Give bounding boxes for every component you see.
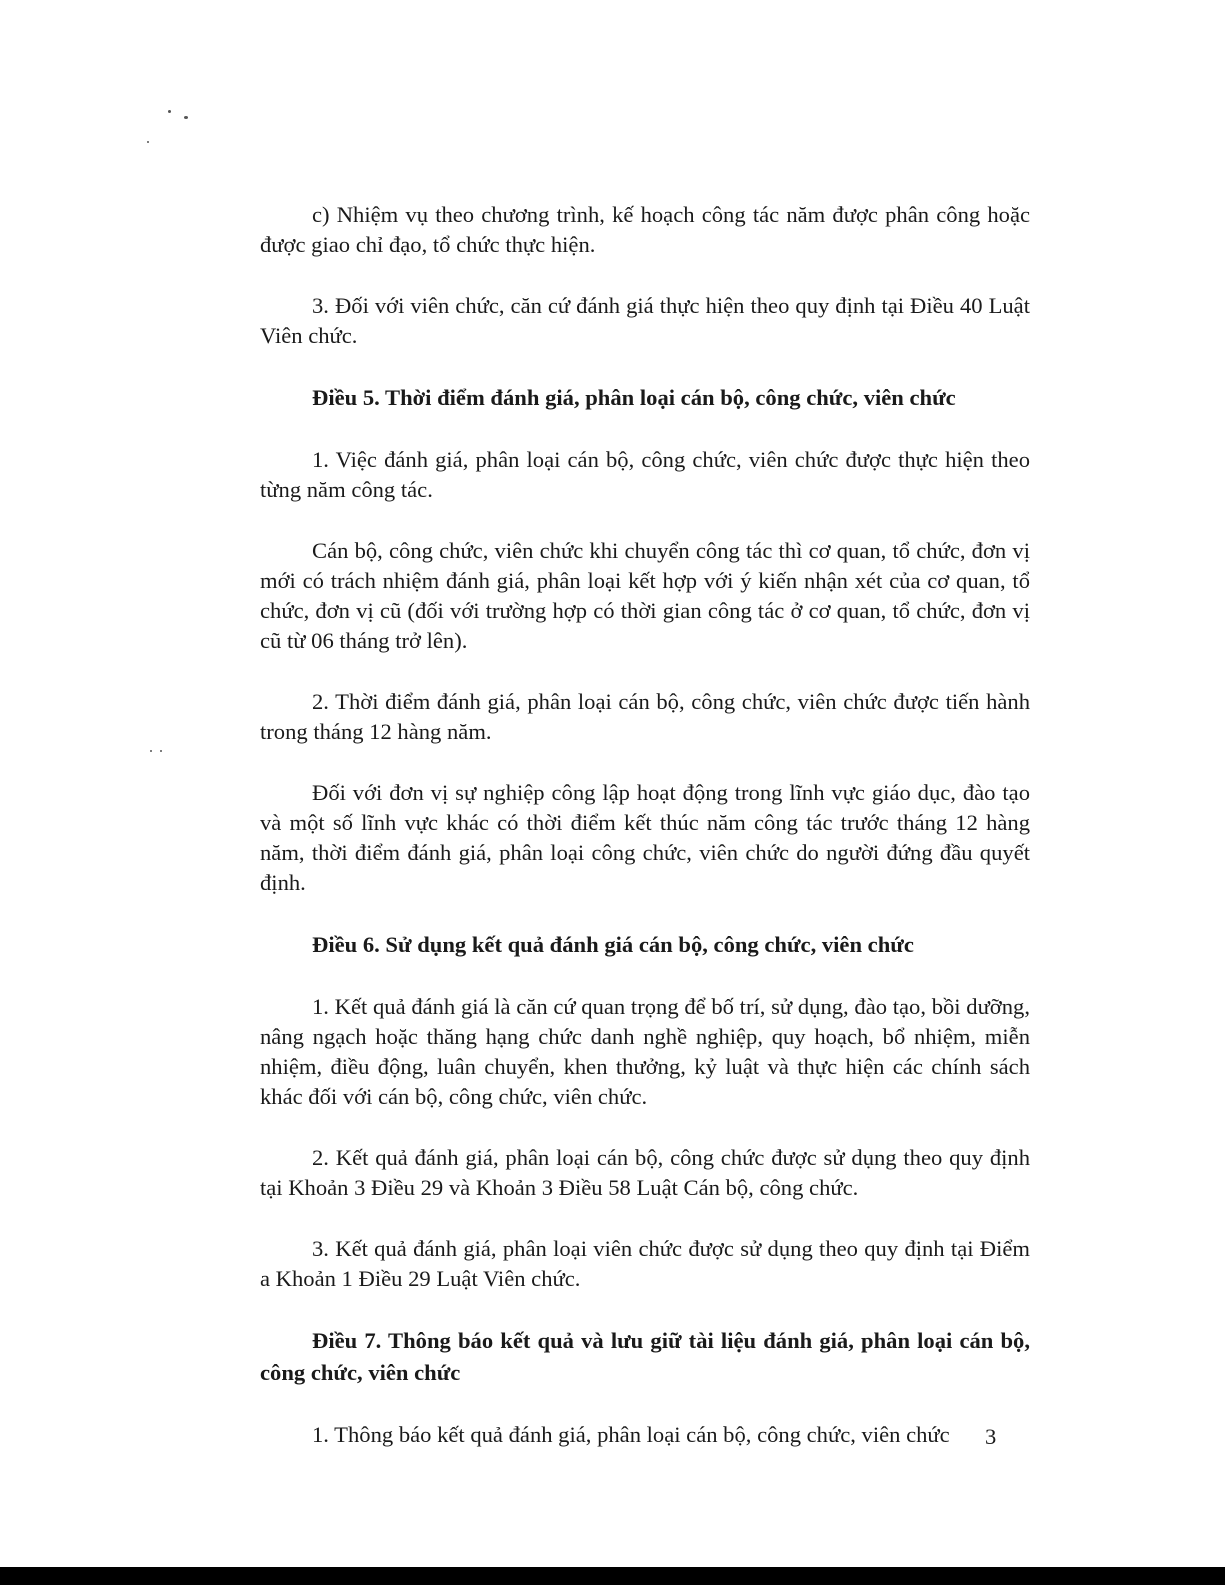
document-body (260, 200, 1030, 1481)
paragraph: 3. Kết quả đánh giá, phân loại viên chức được sử dụng theo quy định tại Điểm a Khoản 1 Điều 29 Luật Viên chức. (260, 1236, 1030, 1291)
article-heading: Điều 5. Thời điểm đánh giá, phân loại cán bộ, công chức, viên chức (312, 385, 956, 410)
article-heading: Điều 6. Sử dụng kết quả đánh giá cán bộ, công chức, viên chức (312, 932, 914, 957)
paragraph: Cán bộ, công chức, viên chức khi chuyển công tác thì cơ quan, tổ chức, đơn vị mới có trách nhiệm đánh giá, phân loại kết hợp với ý kiến nhận xét của cơ quan, tổ chức, đơn vị cũ (đối với trường hợp có thời gian công tác ở cơ quan, tổ chức, đơn vị cũ từ 06 tháng trở lên). (260, 538, 1030, 653)
paragraph: 2. Thời điểm đánh giá, phân loại cán bộ, công chức, viên chức được tiến hành trong tháng 12 hàng năm. (260, 689, 1030, 744)
scan-speck (168, 110, 171, 113)
scan-speck (147, 141, 149, 143)
article-heading: Điều 7. Thông báo kết quả và lưu giữ tài liệu đánh giá, phân loại cán bộ, công chức, viên chức (260, 1328, 1030, 1385)
paragraph: c) Nhiệm vụ theo chương trình, kế hoạch công tác năm được phân công hoặc được giao chỉ đạo, tổ chức thực hiện. (260, 202, 1030, 257)
scan-speck (160, 750, 162, 752)
scan-speck (184, 116, 188, 119)
paragraph: 3. Đối với viên chức, căn cứ đánh giá thực hiện theo quy định tại Điều 40 Luật Viên chức. (260, 293, 1030, 348)
scan-bottom-edge (0, 1567, 1225, 1585)
page-number: 3 (985, 1424, 997, 1449)
paragraph: Đối với đơn vị sự nghiệp công lập hoạt động trong lĩnh vực giáo dục, đào tạo và một số lĩnh vực khác có thời điểm kết thúc năm công tác trước tháng 12 hàng năm, thời điểm đánh giá, phân loại công chức, viên chức do người đứng đầu quyết định. (260, 780, 1030, 895)
paragraph: 1. Kết quả đánh giá là căn cứ quan trọng để bố trí, sử dụng, đào tạo, bồi dưỡng, nâng ngạch hoặc thăng hạng chức danh nghề nghiệp, quy hoạch, bổ nhiệm, miễn nhiệm, điều động, luân chuyển, khen thưởng, kỷ luật và thực hiện các chính sách khác đối với cán bộ, công chức, viên chức. (260, 994, 1030, 1109)
paragraph: 1. Thông báo kết quả đánh giá, phân loại cán bộ, công chức, viên chức (312, 1422, 950, 1447)
scan-speck (150, 750, 152, 752)
paragraph: 1. Việc đánh giá, phân loại cán bộ, công chức, viên chức được thực hiện theo từng năm công tác. (260, 447, 1030, 502)
paragraph: 2. Kết quả đánh giá, phân loại cán bộ, công chức được sử dụng theo quy định tại Khoản 3 Điều 29 và Khoản 3 Điều 58 Luật Cán bộ, công chức. (260, 1145, 1030, 1200)
